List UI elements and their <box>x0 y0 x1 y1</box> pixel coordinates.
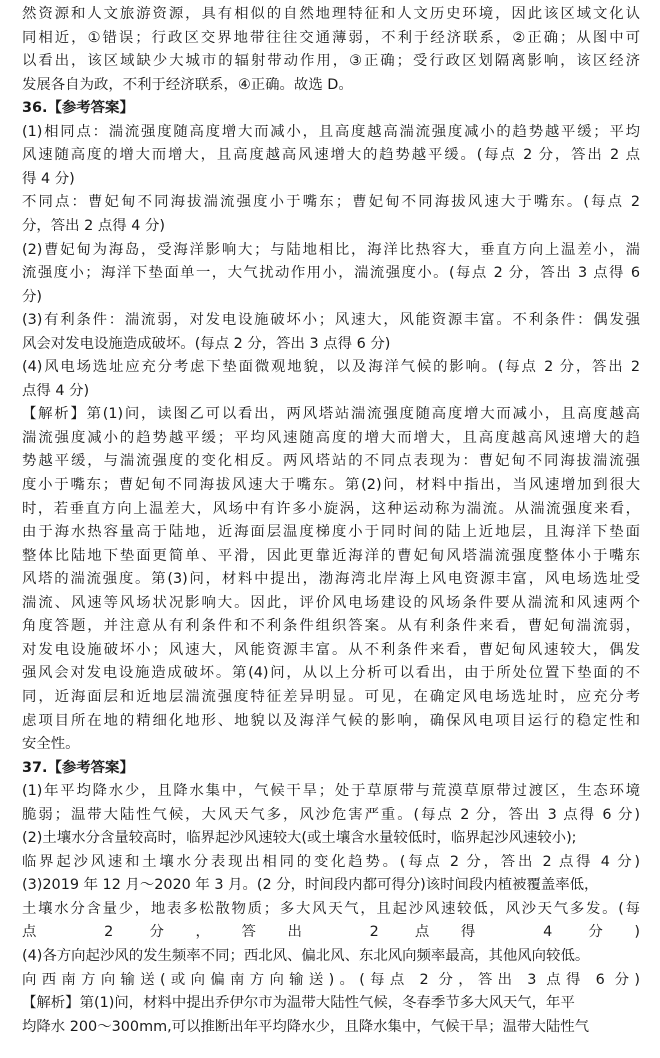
text-line: 对发电设施破坏小；风速大，风能资源丰富。从不利条件来看，曹妃甸风速较大，偶发 <box>22 641 640 658</box>
text-line: (4)各方向起沙风的发生频率不同；西北风、偏北风、东北风向频率最高，其他风向较低。 <box>22 948 590 964</box>
text-line: (2)曹妃甸为海岛，受海洋影响大；与陆地相比，海洋比热容大，垂直方向上温差小，湍 <box>22 241 640 258</box>
text-line: 分，答出 2 点得 4 分) <box>22 217 165 234</box>
text-line: 湍流、风速等风场状况影响大。因此，评价风电场建设的风场条件要从湍流和风速两个 <box>22 594 640 611</box>
text-line: 时，若垂直方向上温差大，风场中有许多小旋涡，这种运动称为湍流。从湍流强度来看， <box>22 500 640 517</box>
text-line: 同，近海面层和近地层湍流强度特征差异明显。可见，在确定风电场选址时，应充分考 <box>22 688 640 705</box>
text-line: 【解析】第(1)问，材料中提出乔伊尔市为温带大陆性气候，冬春季节多大风天气，年平 <box>22 995 575 1012</box>
text-line: 分) <box>22 288 43 305</box>
text-line: (1)相同点：湍流强度随高度增大而减小，且高度越高湍流强度减小的趋势越平缓；平均 <box>22 123 640 140</box>
text-line: 以看出，该区域缺少大城市的辐射带动作用，③正确；受行政区划隔离影响，该区经济 <box>22 53 640 70</box>
text-line: 临界起沙风速和土壤水分表现出相同的变化趋势。(每点 2 分，答出 2 点得 4 分) <box>22 853 640 870</box>
text-line: 土壤水分含量少，地表多松散物质；多大风天气，且起沙风速较低，风沙天气多发。(每 <box>22 900 640 917</box>
text-line: 37.【参考答案】 <box>22 759 134 776</box>
text-line: 角度答题，并注意从有利条件和不利条件组织答案。从有利条件来看，曹妃甸湍流弱， <box>22 618 640 635</box>
text-line: (1)年平均降水少，且降水集中，气候干旱；处于草原带与荒漠草原带过渡区，生态环境 <box>22 783 640 800</box>
text-line: 得 4 分) <box>22 170 75 187</box>
text-line: (3)2019 年 12 月～2020 年 3 月。(2 分，时间段内都可得分)该时间段内植被覆盖率低， <box>22 877 599 894</box>
text-line: 湍流强度减小的趋势越平缓；平均风速随高度的增大而增大，且高度越高风速增大的趋 <box>22 429 640 446</box>
text-line: 度小于嘴东；曹妃甸不同海拔风速大于嘴东。第(2)问，材料中指出，当风速增加到很大 <box>22 477 640 493</box>
text-line: 均降水 200～300mm,可以推断出年平均降水少，且降水集中，气候干旱；温带大陆性气 <box>22 1018 590 1035</box>
text-line: 36.【参考答案】 <box>22 100 134 117</box>
text-line: 虑项目所在地的精细化地形、地貌以及海洋气候的影响，确保风电项目运行的稳定性和 <box>22 712 640 729</box>
text-line: 然资源和人文旅游资源，具有相似的自然地理特征和人文历史环境，因此该区域文化认 <box>22 6 640 22</box>
text-line: (4)风电场选址应充分考虑下垫面微观地貌，以及海洋气候的影响。(每点 2 分，答出 2 <box>22 359 640 376</box>
text-line: 整体比陆地下垫面更简单、平滑，因此更靠近海洋的曹妃甸风塔湍流强度整体小于嘴东 <box>22 547 640 564</box>
text-line: 脆弱；温带大陆性气候，大风天气多，风沙危害严重。(每点 2 分，答出 3 点得 6 分) <box>22 806 640 823</box>
text-line: 不同点：曹妃甸不同海拔湍流强度小于嘴东；曹妃甸不同海拔风速大于嘴东。(每点 2 <box>22 194 640 211</box>
text-line: 风速随高度的增大而增大，且高度越高风速增大的趋势越平缓。(每点 2 分，答出 2 点 <box>22 147 640 164</box>
text-line: 【解析】第(1)问，读图乙可以看出，两风塔站湍流强度随高度增大而减小，且高度越高 <box>22 406 640 423</box>
text-line: 强风会对发电设施造成破坏。第(4)问，从以上分析可以看出，由于所处位置下垫面的不 <box>22 665 640 682</box>
text-line: 风会对发电设施造成破坏。(每点 2 分，答出 3 点得 6 分) <box>22 335 391 352</box>
text-line: 点 2 分，答出 2 点得 4 分) <box>22 924 640 941</box>
text-line: 安全性。 <box>22 736 80 753</box>
text-line: 同相近，①错误；行政区交界地带往往交通薄弱，不利于经济联系，②正确；从图中可 <box>22 29 640 46</box>
text-line: (2)土壤水分含量较高时，临界起沙风速较大(或土壤含水量较低时，临界起沙风速较小); <box>22 830 577 847</box>
text-line: 流强度小；海洋下垫面单一，大气扰动作用小，湍流强度小。(每点 2 分，答出 3 点得 6 <box>22 265 640 282</box>
text-line: (3)有利条件：湍流弱，对发电设施破坏小；风速大，风能资源丰富。不利条件：偶发强 <box>22 312 640 329</box>
text-line: 由于海水热容量高于陆地，近海面层温度梯度小于同时间的陆上近地层，且海洋下垫面 <box>22 524 640 541</box>
text-line: 风塔的湍流强度。第(3)问，材料中提出，渤海湾北岸海上风电资源丰富，风电场选址受 <box>22 571 640 588</box>
text-line: 向西南方向输送(或向偏南方向输送)。(每点 2 分，答出 3 点得 6 分) <box>22 971 640 988</box>
text-line: 势越平缓，与湍流强度的变化相反。两风塔站的不同点表现为：曹妃甸不同海拔湍流强 <box>22 453 640 470</box>
text-line: 点得 4 分) <box>22 382 90 399</box>
text-line: 发展各自为政，不利于经济联系，④正确。故选 D。 <box>22 76 353 93</box>
